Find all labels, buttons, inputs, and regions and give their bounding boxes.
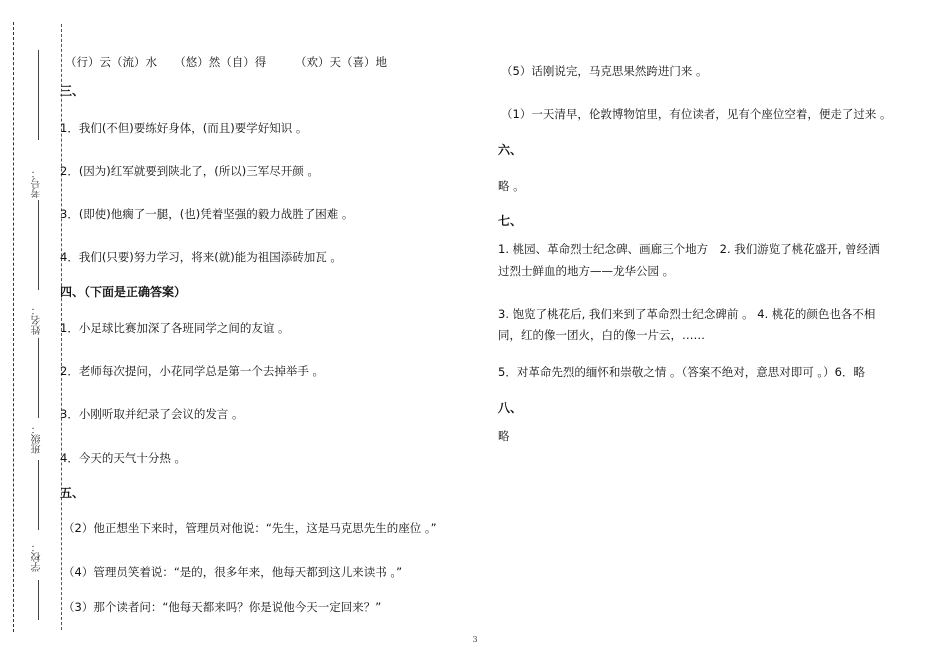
answer-7-5: 5．对革命先烈的缅怀和崇敬之情 。（答案不绝对，意思对即可 。）6．略 bbox=[498, 365, 865, 379]
answer-3-4: 4．我们(只要)努力学习，将来(就)能为祖国添砖加瓦 。 bbox=[60, 250, 342, 264]
binding-line bbox=[38, 200, 39, 290]
section-heading-5: 五、 bbox=[60, 486, 85, 500]
answer-3-2: 2．(因为)红军就要到陕北了，(所以)三军尽开颜 。 bbox=[60, 164, 319, 178]
answer-7-1-line2: 过烈士鲜血的地方——龙华公园 。 bbox=[498, 264, 675, 278]
section-heading-4: 四、（下面是正确答案） bbox=[60, 285, 187, 299]
binding-line bbox=[38, 50, 39, 140]
name-label: 姓名： bbox=[32, 305, 43, 335]
answer-4-4: 4．今天的天气十分热 。 bbox=[60, 451, 186, 465]
answer-7-1-line1: 1. 桃园、革命烈士纪念碑、画廊三个地方 2. 我们游览了桃花盛开, 曾经洒 bbox=[498, 242, 880, 256]
answer-5-4: （4）管理员笑着说：“是的，很多年来，他每天都到这儿来读书 。” bbox=[63, 565, 403, 579]
answer-3-1: 1．我们(不但)要练好身体，(而且)要学好知识 。 bbox=[60, 121, 308, 135]
cut-line bbox=[13, 22, 14, 632]
answer-4-1: 1．小足球比赛加深了各班同学之间的友谊 。 bbox=[60, 321, 290, 335]
answer-7-3-line1: 3. 饱览了桃花后, 我们来到了革命烈士纪念碑前 。 4. 桃花的颜色也各不相 bbox=[498, 307, 876, 321]
page-number: 3 bbox=[472, 635, 478, 644]
answer-5-3: （3）那个读者问：“他每天都来吗？你是说他今天一定回来？” bbox=[63, 600, 382, 614]
section-heading-3: 三、 bbox=[60, 84, 85, 98]
binding-line bbox=[38, 460, 39, 530]
answer-8: 略 bbox=[498, 429, 510, 443]
section-heading-7: 七、 bbox=[498, 214, 523, 228]
answer-7-3-line2: 同，红的像一团火，白的像一片云，…… bbox=[498, 328, 705, 342]
binding-margin bbox=[24, 40, 46, 620]
answer-5-2: （2）他正想坐下来时，管理员对他说：“先生，这是马克思先生的座位 。” bbox=[63, 521, 437, 535]
class-label: 班级： bbox=[32, 424, 43, 454]
exam-no-label: 考号： bbox=[32, 168, 43, 198]
section-heading-6: 六、 bbox=[498, 143, 523, 157]
binding-line bbox=[38, 580, 39, 620]
answer-5-1: （1）一天清早，伦敦博物馆里，有位读者，见有个座位空着，便走了过来 。 bbox=[501, 107, 892, 121]
answer-5-5: （5）话刚说完，马克思果然跨进门来 。 bbox=[501, 64, 708, 78]
idiom-answers: （行）云（流）水 （悠）然（自）得 （欢）天（喜）地 bbox=[65, 55, 387, 69]
answer-6: 略 。 bbox=[498, 179, 525, 193]
answer-3-3: 3．(即使)他瘸了一腿，(也)凭着坚强的毅力战胜了困难 。 bbox=[60, 207, 354, 221]
answer-4-3: 3．小刚听取并纪录了会议的发言 。 bbox=[60, 407, 244, 421]
section-heading-8: 八、 bbox=[498, 401, 523, 415]
answer-4-2: 2．老师每次提问，小花同学总是第一个去掉举手 。 bbox=[60, 364, 324, 378]
binding-line bbox=[38, 338, 39, 418]
school-label: 学校： bbox=[32, 542, 43, 572]
